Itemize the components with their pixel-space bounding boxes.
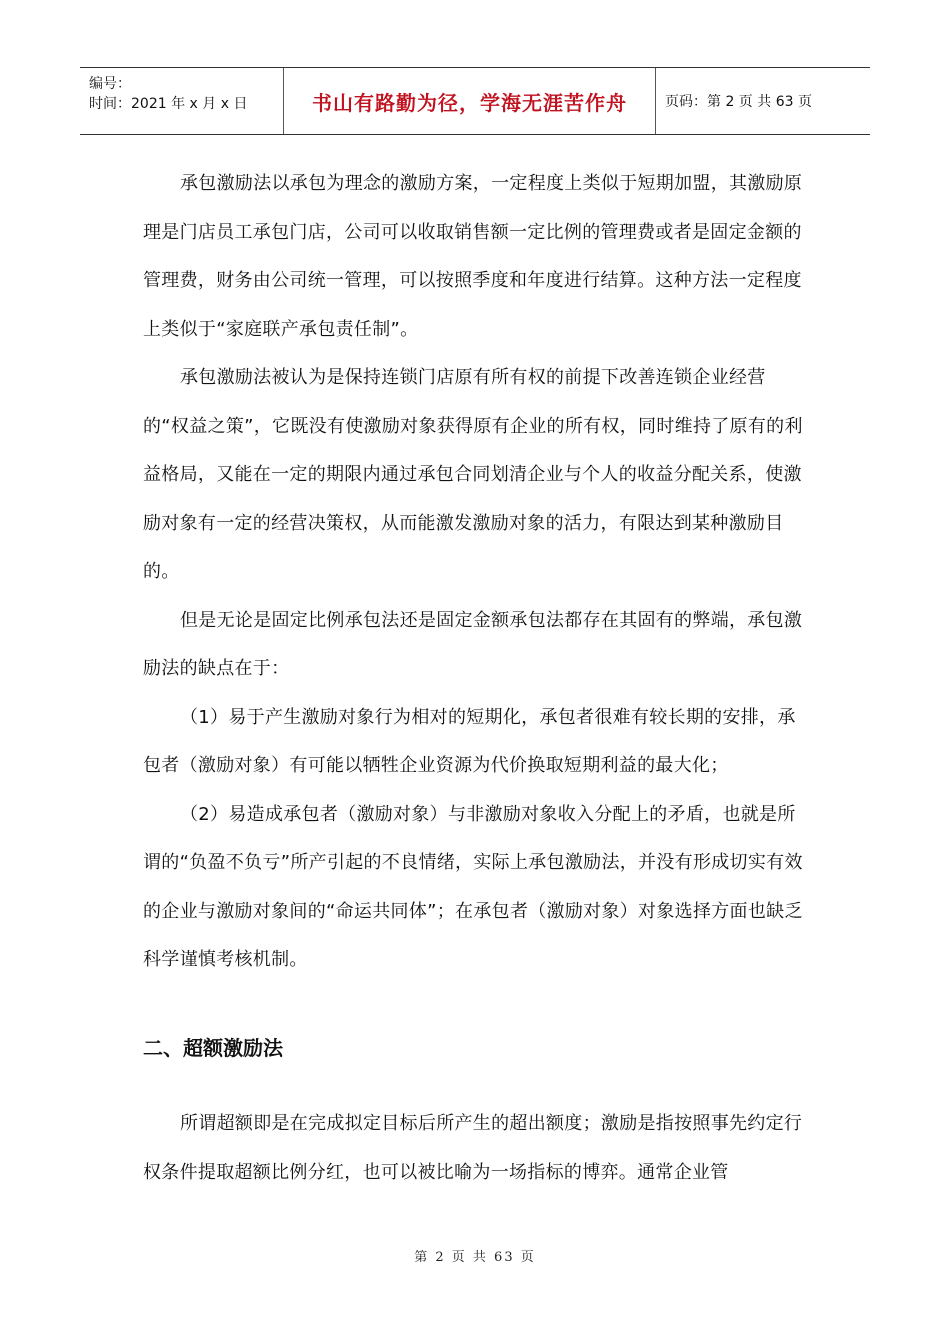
paragraph: （2）易造成承包者（激励对象）与非激励对象收入分配上的矛盾，也就是所谓的“负盈不负亏”所产引起的不良情绪，实际上承包激励法，并没有形成切实有效的企业与激励对象间的“命运共同体”；在承包者（激励对象）对象选择方面也缺乏科学谨慎考核机制。 [143,803,803,970]
header-motto-cell [283,68,656,134]
section-heading: 二、超额激励法 [143,1036,283,1060]
page-footer: 第 2 页 共 63 页 [414,1250,536,1265]
paragraph: 但是无论是固定比例承包法还是固定金额承包法都存在其固有的弊端，承包激励法的缺点在于： [143,609,803,679]
body-text [143,160,809,985]
motto-text: 书山有路勤为径，学海无涯苦作舟 [312,90,627,115]
document-header [80,67,870,135]
header-page-cell [656,68,870,134]
section-body [143,1100,809,1197]
paragraph: 承包激励法以承包为理念的激励方案，一定程度上类似于短期加盟，其激励原理是门店员工承包门店，公司可以收取销售额一定比例的管理费或者是固定金额的管理费，财务由公司统一管理，可以按照季度和年度进行结算。这种方法一定程度上类似于“家庭联产承包责任制”。 [143,173,803,340]
paragraph: （1）易于产生激励对象行为相对的短期化，承包者很难有较长期的安排，承包者（激励对象）有可能以牺牲企业资源为代价换取短期利益的最大化； [143,706,796,776]
page-info: 页码：第 2 页 共 63 页 [665,94,812,110]
paragraph: 承包激励法被认为是保持连锁门店原有所有权的前提下改善连锁企业经营的“权益之策”，它既没有使激励对象获得原有企业的所有权，同时维持了原有的利益格局，又能在一定的期限内通过承包合同划清企业与个人的收益分配关系，使激励对象有一定的经营决策权，从而能激发激励对象的活力，有限达到某种激励目的。 [143,367,803,582]
header-meta [80,68,283,134]
paragraph: 所谓超额即是在完成拟定目标后所产生的超出额度；激励是指按照事先约定行权条件提取超额比例分红，也可以被比喻为一场指标的博弈。通常企业管 [143,1113,803,1183]
date-line: 时间：2021 年 x 月 x 日 [89,96,248,112]
serial-number-label: 编号： [89,76,131,92]
